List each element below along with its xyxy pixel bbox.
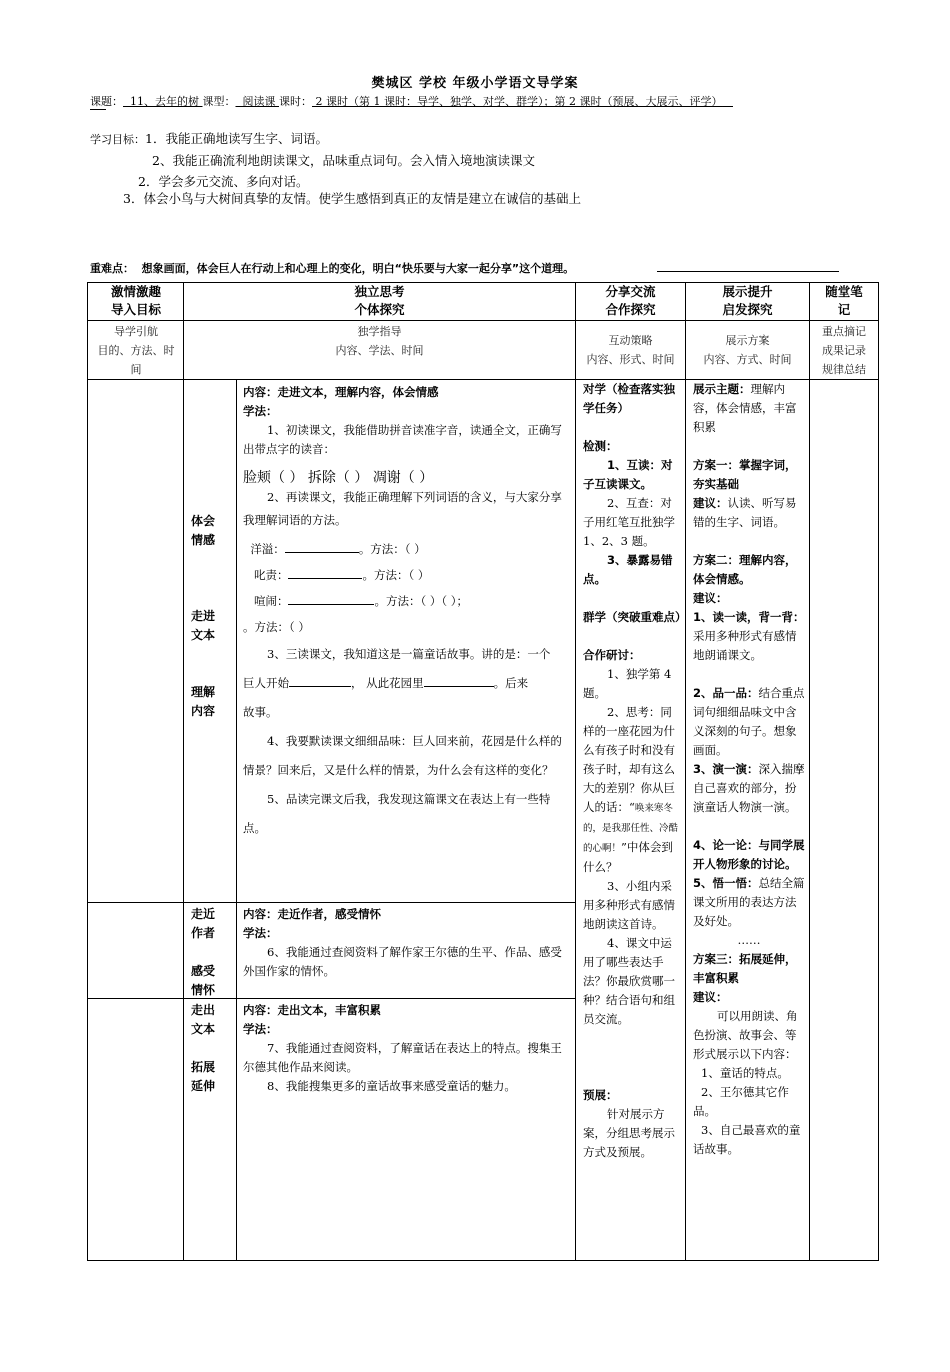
goal-3: 2．学会多元交流、多向对话。	[138, 174, 309, 189]
vocab-3: 喧闹： 。方法：（ ）（ ）；	[253, 594, 469, 608]
goal-2: 2、我能正确流利地朗读课文，品味重点词句。会入情入境地演读课文	[152, 153, 535, 168]
row3-label: 走出 文本 拓展 延伸	[191, 1003, 216, 1093]
header-col-1: 激情激趣 导入目标	[110, 284, 161, 317]
pinyin-words: 脸颊（ ） 拆除（ ） 凋谢（ ）	[243, 470, 434, 486]
type-label: 课型：	[202, 95, 236, 108]
subheader-col-3: 互动策略 内容、形式、时间	[586, 334, 675, 366]
interaction-strategy: 对学（检查落实独学任务） 检测： 1、互读：对子互读课文。 2、互查：对子用红笔互批独学 1、2、3 题。 3、暴露易错点。 群学（突破重难点） 合作研讨： 1、独学第 4 题。 2、思考：同样的一座花园为什么有孩子时和没有孩子时，却有这么大的差别？你从巨人的话：“唤来寒冬的，是我那任性、冷酷的心啊！”中体会到什么？ 3、小组内采用多种形式有感情地朗读这首诗。 4、课文中运用了哪些表达手法？你最欣赏哪一种？结合语句和组员交流。 预展： 针对展示方案，分组思考展示方式及预展。	[583, 382, 687, 1159]
question-2: 2、思考：同样的一座花园为什么有孩子时和没有孩子时，却有这么大的差别？你从巨人的话：“唤来寒冬的，是我那任性、冷酷的心啊！”中体会到什么？	[583, 705, 679, 874]
goal-4: 3．体会小鸟与大树间真挚的友情。使学生感悟到真正的友情是建立在诚信的基础上	[123, 191, 581, 206]
hours-value: 2 课时（第 1 课时：导学、独学、对学、群学）；第 2 课时（预展、大展示、评学）	[315, 95, 723, 108]
row2-content: 内容：走近作者，感受情怀 学法： 6、我能通过查阅资料了解作家王尔德的生平、作品、感受外国作家的情怀。	[243, 907, 562, 978]
lesson-value: 11、去年的树	[130, 95, 199, 108]
vocab-3-method: 。方法：（ ）	[243, 620, 310, 634]
subheader-col-2: 独学指导 内容、学法、时间	[335, 325, 424, 357]
vocab-1: 洋溢： 。方法：（ ）	[250, 542, 426, 556]
subheader-col-5: 重点摘记 成果记录 规律总结	[822, 325, 866, 376]
row3-content: 内容：走出文本，丰富积累 学法： 7、我能通过查阅资料，了解童话在表达上的特点。搜集王尔德其他作品来阅读。 8、我能搜集更多的童话故事来感受童话的魅力。	[243, 1003, 562, 1093]
header-col-4: 展示提升 启发探究	[722, 284, 773, 317]
type-value: 阅读课	[242, 95, 276, 108]
story-blanks: 巨人开始 ， 从此花园里 。后来	[243, 676, 529, 690]
row2-label: 走近 作者 感受 情怀	[191, 907, 216, 997]
lesson-label: 课题：	[90, 95, 123, 108]
vocab-2: 叱责： 。方法：（ ）	[253, 568, 430, 582]
key-points: 重难点： 想象画面，体会巨人在行动上和心理上的变化，明白“快乐要与大家一起分享”这个道理。	[90, 262, 575, 275]
row1-label: 体会 情感 走进 文本 理解 内容	[191, 514, 216, 718]
presentation-plan: 展示主题：理解内容，体会情感，丰富积累 方案一：掌握字词，夯实基础 建议：认读、听写易错的生字、词语。 方案二：理解内容，体会情感。 建议： 1、读一读，背一背：采用多种形式有感情地朗诵课文。 2、品一品：结合重点词句细细品味文中含义深刻的句子。想象画面。 3、演一演：深入揣摩自己喜欢的部分，扮演童话人物演一演。 4、论一论：与同学展开人物形象的讨论。 5、悟一悟：总结全篇课文所用的表达方法及好处。 …… 方案三：拓展延伸，丰富积累 建议： 可以用朗读、角色扮演、故事会、等形式展示以下内容： 1、童话的特点。 2、王尔德其它作品。 3、自己最喜欢的童话故事。	[693, 382, 805, 1156]
page-title: 樊城区 学校 年级小学语文导学案	[371, 76, 579, 91]
header-col-3: 分享交流 合作探究	[605, 284, 656, 317]
hours-label: 课时：	[279, 95, 312, 108]
subheader-col-1: 导学引航 目的、方法、时 间	[97, 325, 175, 376]
header-col-2: 独立思考 个体探究	[354, 284, 405, 317]
header-col-5: 随堂笔 记	[825, 284, 863, 317]
goal-1: 学习目标：1．我能正确地读写生字、词语。	[90, 131, 328, 146]
subheader-col-4: 展示方案 内容、方式、时间	[703, 334, 792, 366]
row1-content: 内容：走进文本，理解内容，体会情感 学法： 1、初读课文，我能借助拼音读准字音，读通全文，正确写出带点字的读音： 脸颊（ ） 拆除（ ） 凋谢（ ） 2、再读课文，我能正确理解下列词语的含义，与大家分享我理解词语的方法。 洋溢： 。方法：（ ） 叱责： 。方法：（ ） 喧闹： 。方法：（ ）（ ）； 。方法：（ ） 3、三读课文，我知道这是一篇童话故事。讲的是：一个 巨人开始 ， 从此花园里 。后来 故事。 4、我要默读课文细细品味：巨人回来前，花园是什么样的情景？回来后，又是什么样的情景，为什么会有这样的变化？ 5、品读完课文后我，我发现这篇课文在表达上有一些特点。	[243, 383, 570, 843]
